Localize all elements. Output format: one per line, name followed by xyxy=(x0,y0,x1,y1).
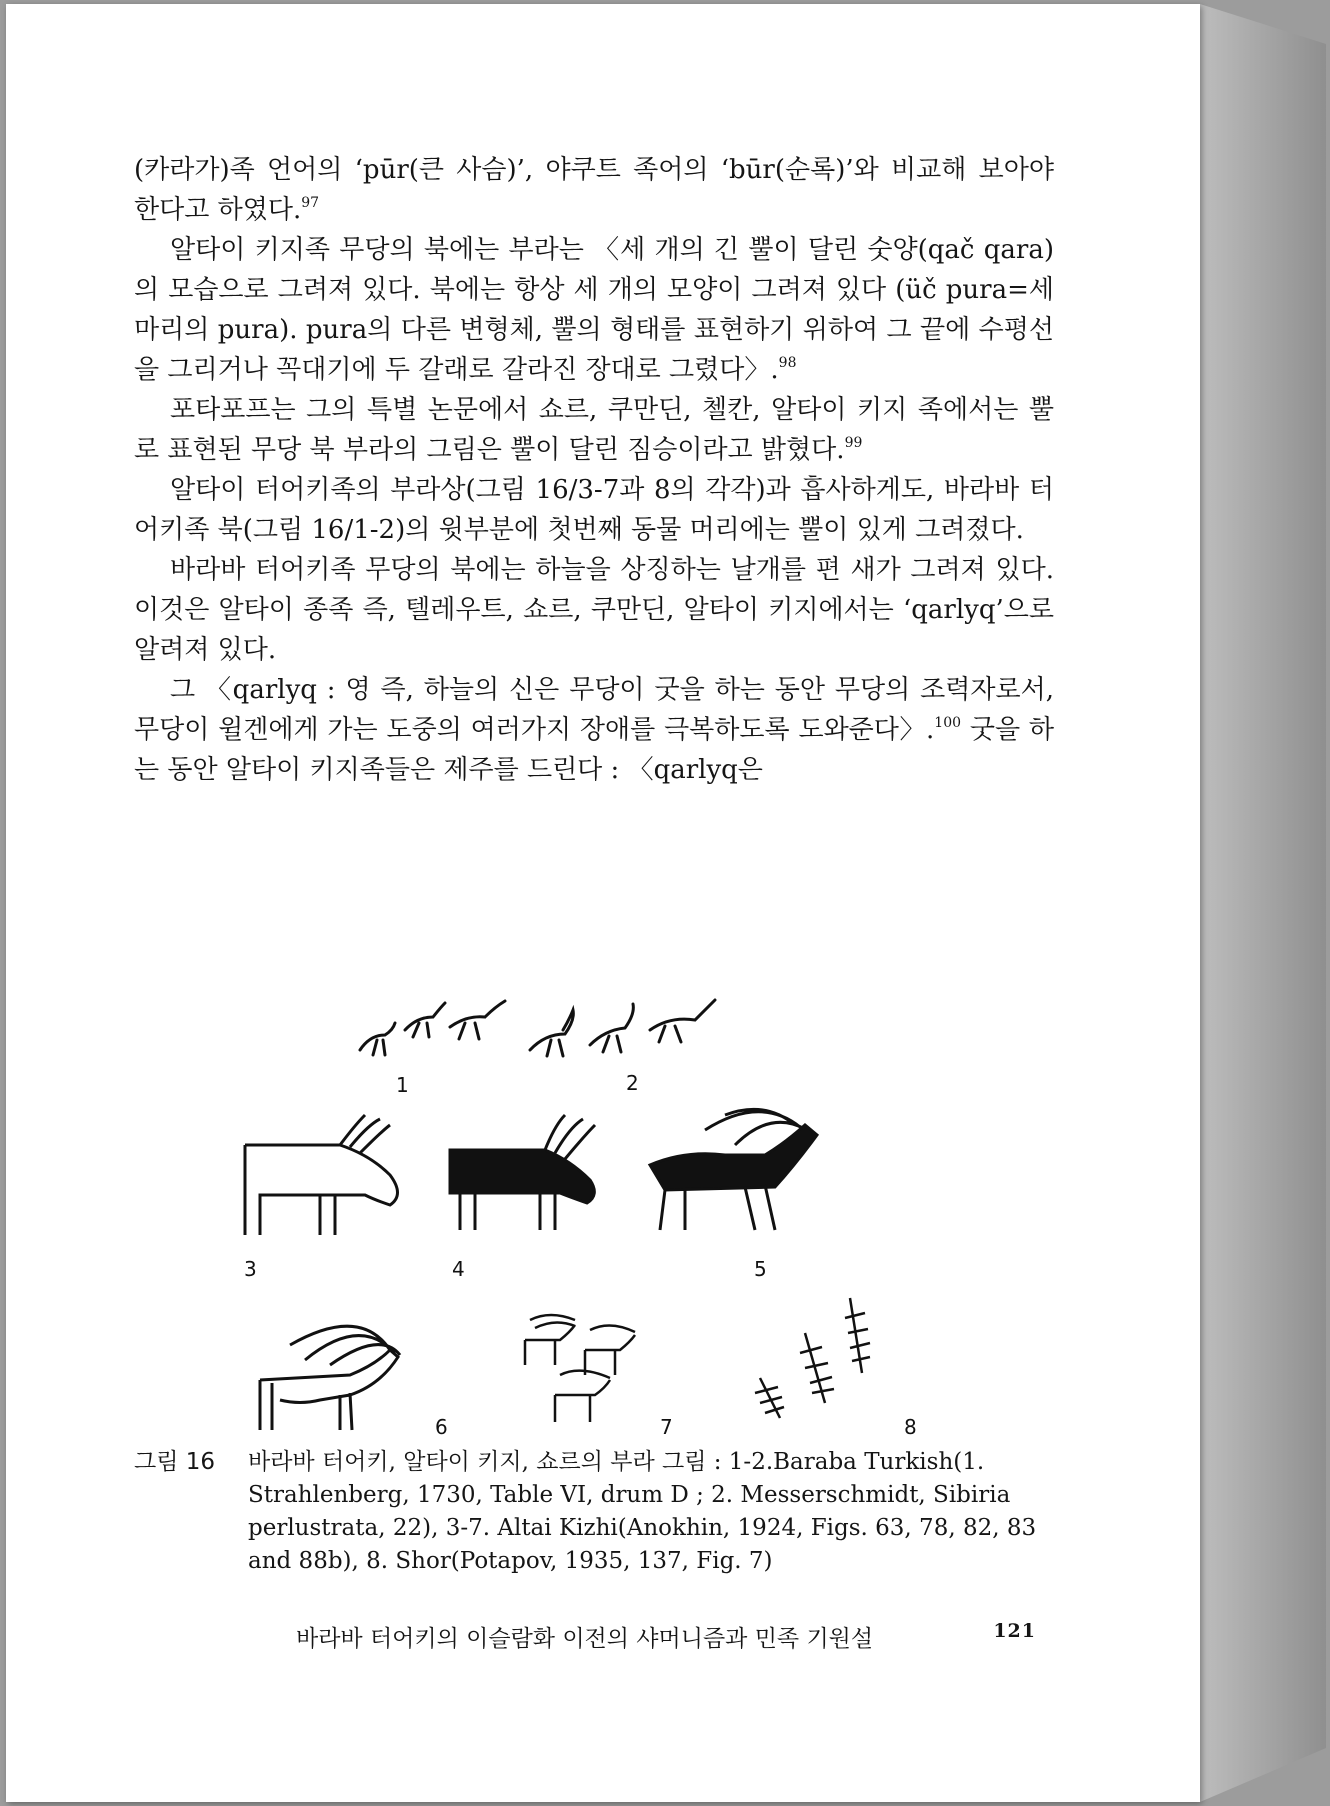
figure-number: 2 xyxy=(626,1071,639,1095)
bird-drawing-2 xyxy=(525,990,725,1070)
figure-number: 5 xyxy=(754,1257,767,1281)
paragraph: (카라가)족 언어의 ‘pūr(큰 사슴)’, 야쿠트 족어의 ‘būr(순록)’와 비교해 보아야 한다고 하였다.$^{97}$ xyxy=(134,155,1054,225)
paragraph: 알타이 키지족 무당의 북에는 부라는 〈세 개의 긴 뿔이 달린 숫양(qač qara)의 모습으로 그려져 있다. 북에는 항상 세 개의 모양이 그려져 있다 (üč pura=세 마리의 pura). pura의 다른 변형체, 뿔의 형태를 표현하기 위하여 그 끝에 수평선을 그리거나 꼭대기에 두 갈래로 갈라진 장대로 그렸다〉.$^{98}$ xyxy=(134,235,1054,385)
paragraph: 포타포프는 그의 특별 논문에서 쇼르, 쿠만딘, 첼칸, 알타이 키지 족에서는 뿔로 표현된 무당 북 부라의 그림은 뿔이 달린 짐승이라고 밝혔다.$^{99}$ xyxy=(134,395,1054,465)
footnote-marker: 98 xyxy=(778,355,797,371)
ram-drawing-4 xyxy=(445,1115,615,1235)
paragraph: 그 〈qarlyq : 영 즉, 하늘의 신은 무당이 굿을 하는 동안 무당의 조력자로서, 무당이 윌겐에게 가는 도중의 여러가지 장애를 극복하도록 도와준다〉.$^{100}$ 굿을 하는 동안 알타이 키지족들은 제주를 드린다 : 〈qarlyq은 xyxy=(134,675,1054,785)
figure-caption xyxy=(134,1446,1054,1578)
footnote-marker: 100 xyxy=(934,715,962,731)
footnote-marker: 97 xyxy=(301,195,320,211)
page-number: 121 xyxy=(993,1620,1036,1642)
figure-number: 3 xyxy=(244,1257,257,1281)
figure-number: 4 xyxy=(452,1257,465,1281)
figure-16 xyxy=(240,975,1000,1445)
ram-drawing-6 xyxy=(250,1305,440,1435)
paragraph: 바라바 터어키족 무당의 북에는 하늘을 상징하는 날개를 편 새가 그려져 있다. 이것은 알타이 종족 즉, 텔레우트, 쇼르, 쿠만딘, 알타이 키지에서는 ‘qarlyq’으로 알려져 있다. xyxy=(134,555,1054,665)
paragraph: 알타이 터어키족의 부라상(그림 16/3-7과 8의 각각)과 흡사하게도, 바라바 터어키족 북(그림 16/1-2)의 윗부분에 첫번째 동물 머리에는 뿔이 있게 그려졌다. xyxy=(134,475,1054,545)
book-page-edge xyxy=(1200,4,1326,1802)
ram-drawing-3 xyxy=(240,1125,415,1245)
caption-label: 그림 16 xyxy=(134,1449,216,1475)
caption-text: 바라바 터어키, 알타이 키지, 쇼르의 부라 그림 : 1-2.Baraba Turkish(1. Strahlenberg, 1730, Table VI, drum D ; 2. Messerschmidt, Sibiria perlustrata, 22), 3-7. Altai Kizhi(Anokhin, 1924, Figs. 63, 78, 82, 83 and 88b), 8. Shor(Potapov, 1935, 137, Fig. 7) xyxy=(248,1449,1037,1574)
figure-number: 7 xyxy=(660,1415,673,1439)
ram-drawing-5 xyxy=(645,1095,835,1235)
figure-number: 1 xyxy=(396,1073,409,1097)
footnote-marker: 99 xyxy=(844,435,863,451)
ram-drawing-7 xyxy=(520,1310,650,1430)
running-title: 바라바 터어키의 이슬람화 이전의 샤머니즘과 민족 기원설 xyxy=(296,1626,874,1652)
figure-number: 6 xyxy=(435,1415,448,1439)
figure-number: 8 xyxy=(904,1415,917,1439)
bird-drawing-1 xyxy=(355,995,515,1065)
page-footer xyxy=(296,1620,1036,1653)
body-text xyxy=(134,150,1054,790)
pura-symbol-drawing-8 xyxy=(750,1293,880,1433)
